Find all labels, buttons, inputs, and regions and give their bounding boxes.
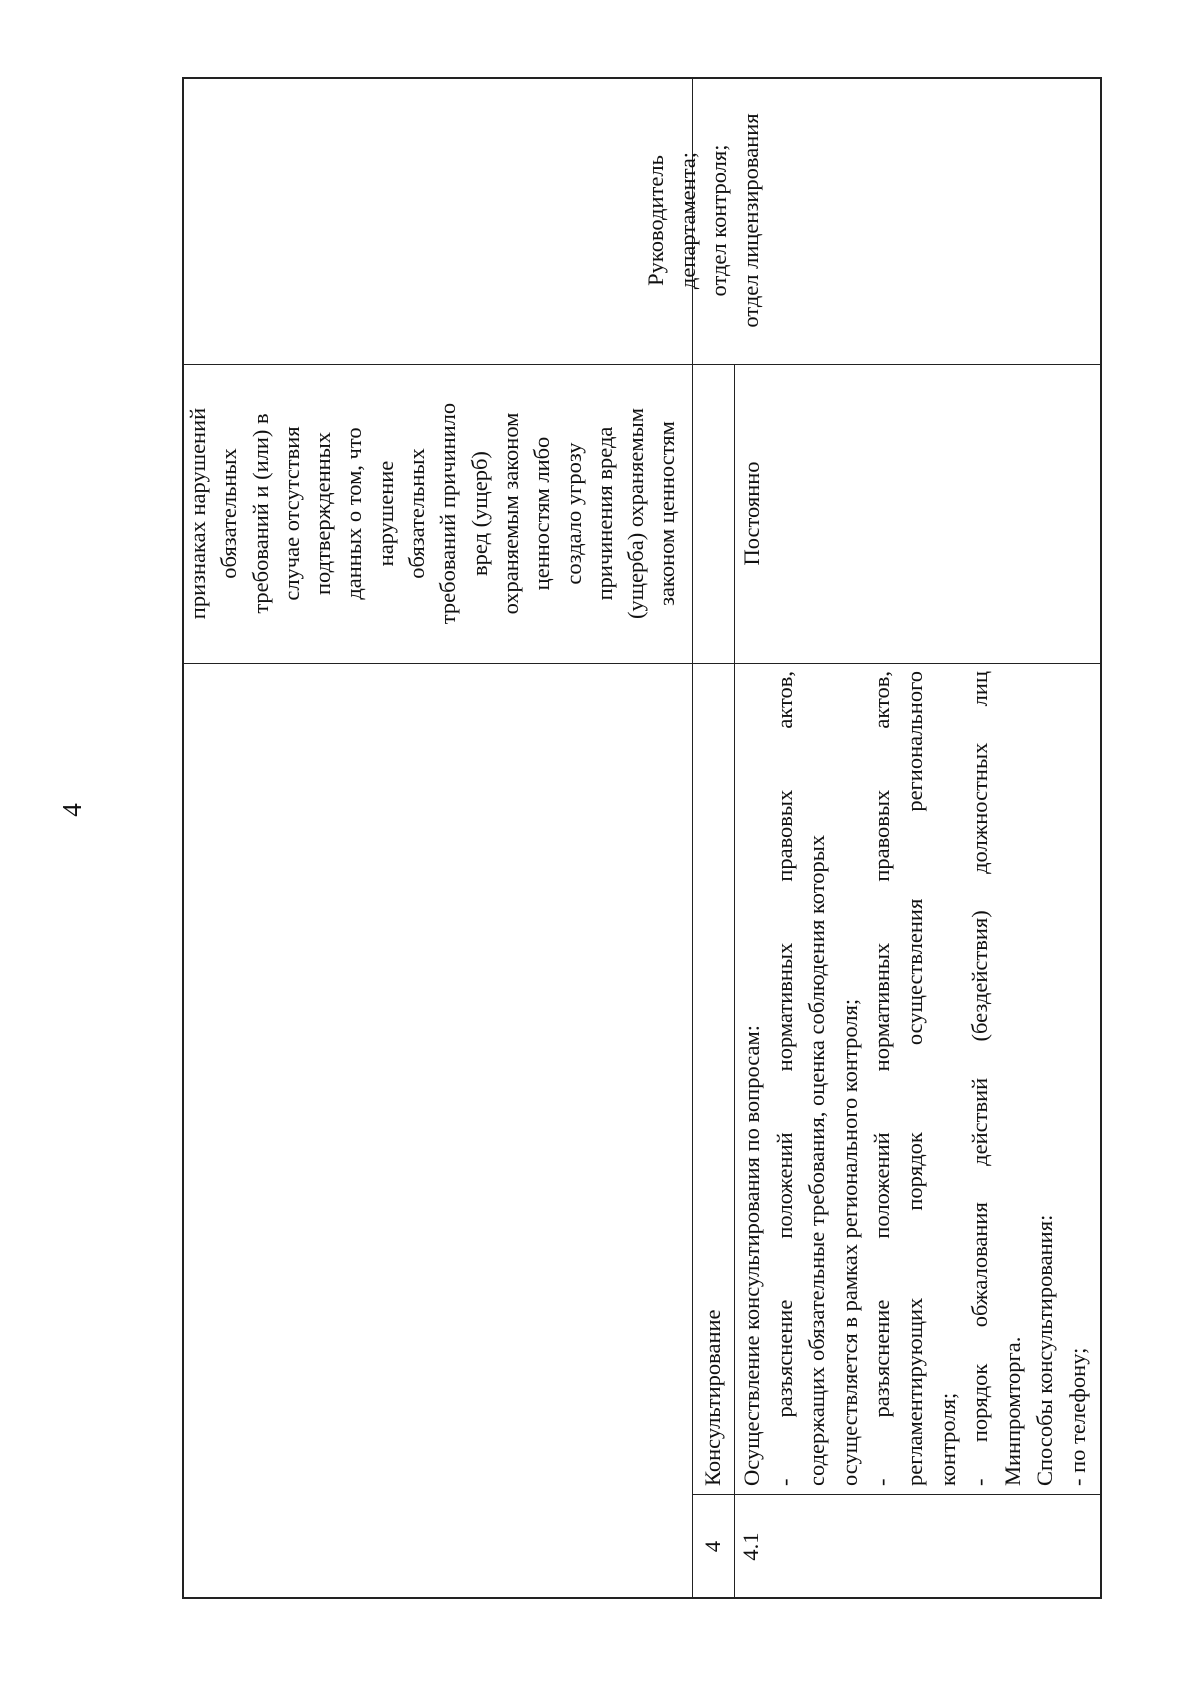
row-4-1-number: 4.1 (738, 1532, 763, 1561)
condition-line: требований причинило (435, 402, 461, 625)
page-number: 4 (57, 803, 87, 817)
section-4-title-cell (692, 663, 734, 1494)
condition-line: причинения вреда (591, 426, 617, 601)
condition-line: (ущерба) охраняемым (623, 408, 649, 620)
condition-line: создало угрозу (560, 442, 586, 585)
row-4-1-period-cell (734, 364, 1102, 663)
description-line: Минпромторга. (999, 1336, 1025, 1486)
condition-line: обязательных (404, 448, 430, 579)
condition-line: обязательных (216, 448, 242, 579)
condition-line: требований и (или) в (247, 413, 273, 614)
condition-line: данных о том, что (341, 427, 367, 600)
section-4-title: Консультирование (700, 1309, 725, 1486)
prev-row-condition-cell (182, 364, 692, 663)
responsible-line: департамента; (674, 151, 700, 290)
condition-line: вред (ущерб) (466, 451, 492, 576)
condition-line: ценностям либо (529, 436, 555, 591)
condition-line: законом ценностям (654, 421, 680, 606)
description-line: - порядок обжалования действий (бездействия) должностных лиц (967, 671, 993, 1486)
description-line: - разъяснение положений нормативных правовых актов, (869, 671, 895, 1486)
condition-line: признаках нарушений (185, 407, 210, 620)
responsible-line: Руководитель (643, 155, 668, 286)
responsible-line: отдел контроля; (706, 144, 731, 297)
description-line: осуществляется в рамках регионального контроля; (836, 998, 862, 1486)
row-4-1-number-cell (734, 1494, 1102, 1599)
row-4-1-responsible-cell (640, 77, 1102, 364)
description-line: - по телефону; (1064, 1347, 1090, 1486)
description-line: - разъяснение положений нормативных правовых актов, (771, 671, 797, 1486)
description-line: регламентирующих порядок осуществления регионального (901, 671, 927, 1486)
condition-line: случае отсутствия (278, 426, 304, 601)
section-4-number-cell (692, 1494, 734, 1599)
description-line: содержащих обязательные требования, оценка соблюдения которых (804, 834, 830, 1486)
condition-line: подтвержденных (310, 431, 336, 596)
condition-line: нарушение (372, 460, 398, 567)
description-line: Осуществление консультирования по вопросам: (739, 1025, 764, 1486)
description-line: Способы консультирования: (1032, 1214, 1058, 1486)
condition-line: охраняемым законом (497, 412, 523, 615)
description-line: контроля; (934, 1392, 960, 1486)
row-4-1-period: Постоянно (739, 461, 764, 566)
responsible-line: отдел лицензирования (737, 113, 763, 328)
section-4-number: 4 (700, 1540, 725, 1553)
row-4-1-description-cell (734, 663, 1102, 1494)
col-divider-period-upper (182, 663, 734, 664)
